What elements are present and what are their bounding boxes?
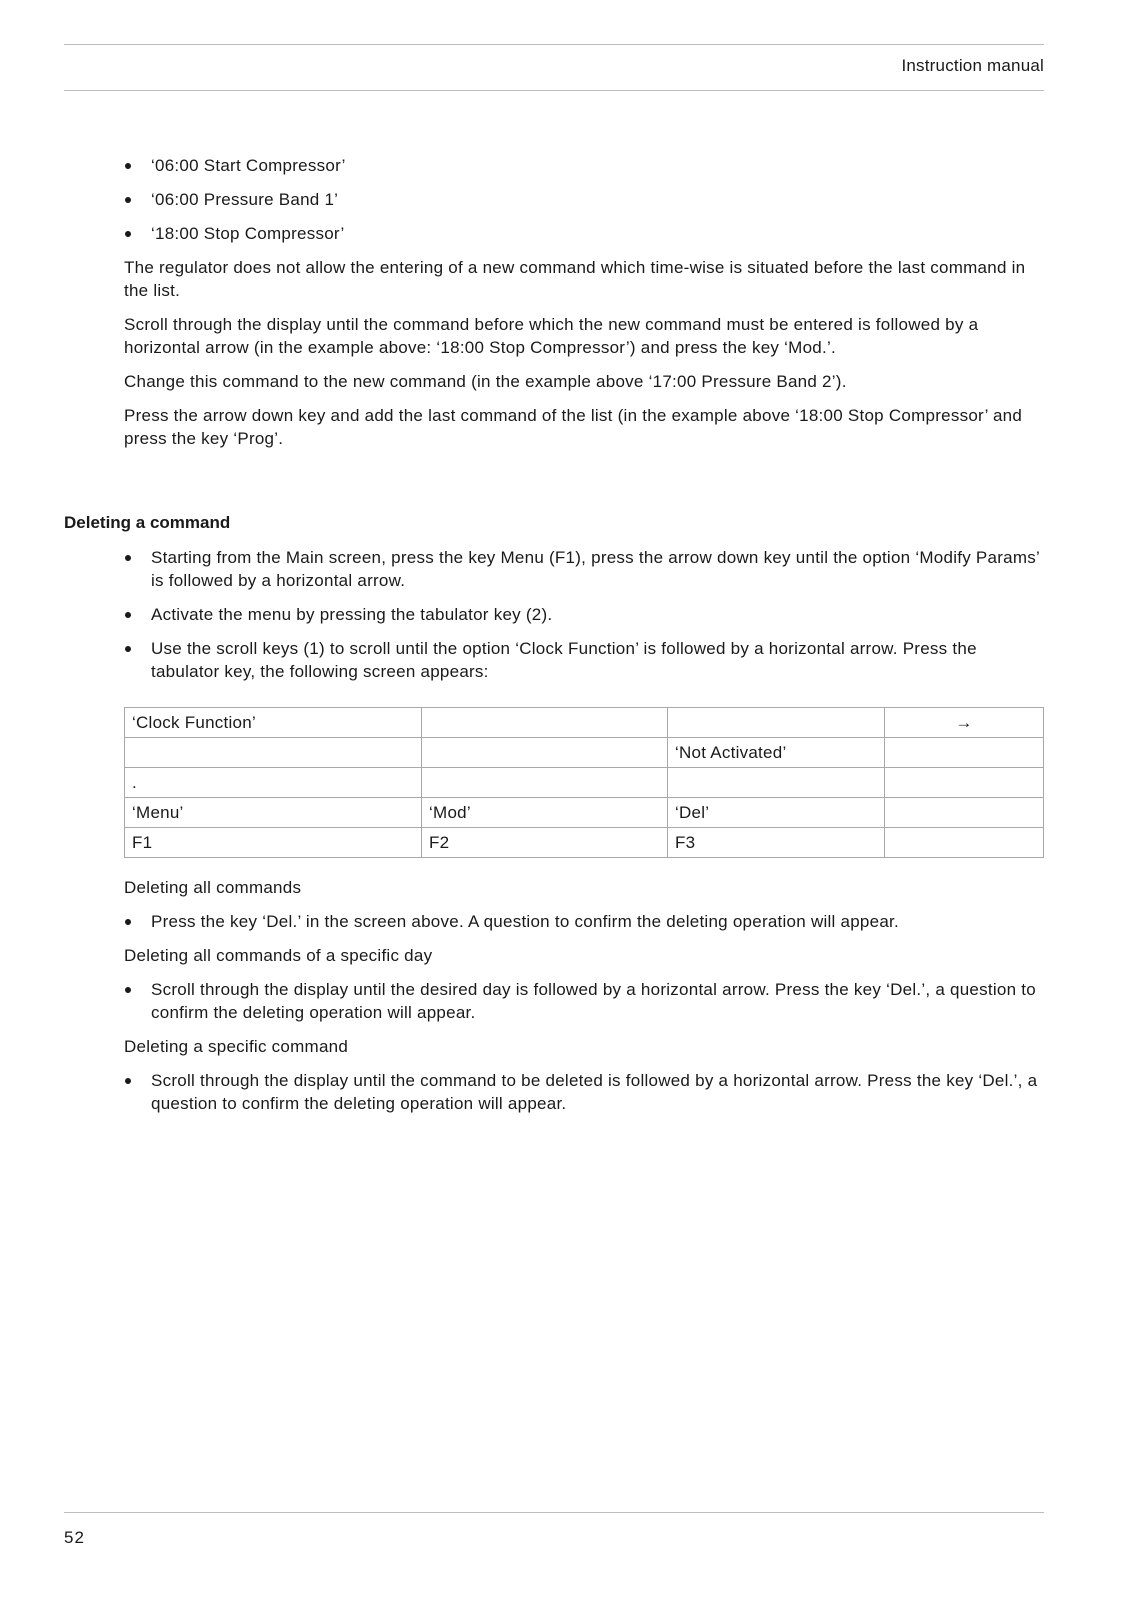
table-row <box>125 708 1044 738</box>
table-cell <box>885 738 1044 768</box>
list-item: Scroll through the display until the command to be deleted is followed by a horizontal arrow. Press the key ‘Del.’, a question to confirm the deleting operation will appear. <box>124 1069 1044 1115</box>
table-cell <box>422 708 668 738</box>
table-cell <box>422 738 668 768</box>
table-row <box>125 768 1044 798</box>
table-cell: ‘Not Activated’ <box>668 738 885 768</box>
section-bullet-list <box>124 546 1044 683</box>
table-cell <box>422 768 668 798</box>
table-cell: ‘Del’ <box>668 798 885 828</box>
intro-block <box>124 154 1044 461</box>
section-bullets-block <box>124 546 1044 694</box>
intro-bullet-list <box>124 154 1044 245</box>
header-bottom-rule <box>64 90 1044 91</box>
table-cell: ‘Menu’ <box>125 798 422 828</box>
delete-day-bullet-list <box>124 978 1044 1024</box>
table-row <box>125 798 1044 828</box>
table-cell: ‘Mod’ <box>422 798 668 828</box>
list-item: Press the key ‘Del.’ in the screen above. A question to confirm the deleting operation will appear. <box>124 910 1044 933</box>
list-item: ‘06:00 Pressure Band 1’ <box>124 188 1044 211</box>
clock-function-screen-table <box>124 707 1044 858</box>
table-cell <box>885 798 1044 828</box>
delete-instructions-block <box>124 876 1044 1126</box>
table-cell <box>885 768 1044 798</box>
table-cell <box>668 768 885 798</box>
list-item: ‘06:00 Start Compressor’ <box>124 154 1044 177</box>
table-row <box>125 828 1044 858</box>
list-item: Starting from the Main screen, press the key Menu (F1), press the arrow down key until the option ‘Modify Params’ is followed by a horizontal arrow. <box>124 546 1044 592</box>
table-cell: F2 <box>422 828 668 858</box>
table-cell: . <box>125 768 422 798</box>
paragraph: Scroll through the display until the command before which the new command must be entered is followed by a horizontal arrow (in the example above: ‘18:00 Stop Compressor’) and press the key ‘Mod.’. <box>124 315 979 357</box>
subsection-title: Deleting all commands <box>124 878 302 897</box>
table-cell <box>885 828 1044 858</box>
section-heading: Deleting a command <box>64 513 231 532</box>
paragraph: The regulator does not allow the entering of a new command which time-wise is situated before the last command in the list. <box>124 258 1026 300</box>
paragraph: Press the arrow down key and add the last command of the list (in the example above ‘18:00 Stop Compressor’ and press the key ‘Prog’. <box>124 406 1023 448</box>
table-cell <box>125 738 422 768</box>
list-item: Activate the menu by pressing the tabulator key (2). <box>124 603 1044 626</box>
header-top-rule <box>64 44 1044 45</box>
delete-all-bullet-list <box>124 910 1044 933</box>
table-cell <box>668 708 885 738</box>
list-item: ‘18:00 Stop Compressor’ <box>124 222 1044 245</box>
arrow-right-icon: → <box>885 708 1044 738</box>
paragraph: Change this command to the new command (in the example above ‘17:00 Pressure Band 2’). <box>124 372 847 391</box>
list-item: Use the scroll keys (1) to scroll until the option ‘Clock Function’ is followed by a horizontal arrow. Press the tabulator key, the following screen appears: <box>124 637 1044 683</box>
footer-rule <box>64 1512 1044 1513</box>
table-cell: ‘Clock Function’ <box>125 708 422 738</box>
list-item: Scroll through the display until the desired day is followed by a horizontal arrow. Press the key ‘Del.’, a question to confirm the deleting operation will appear. <box>124 978 1044 1024</box>
header-title: Instruction manual <box>901 56 1044 75</box>
page-number: 52 <box>64 1528 85 1547</box>
delete-specific-bullet-list <box>124 1069 1044 1115</box>
table-cell: F1 <box>125 828 422 858</box>
table-row <box>125 738 1044 768</box>
subsection-title: Deleting a specific command <box>124 1037 349 1056</box>
table-cell: F3 <box>668 828 885 858</box>
subsection-title: Deleting all commands of a specific day <box>124 946 433 965</box>
